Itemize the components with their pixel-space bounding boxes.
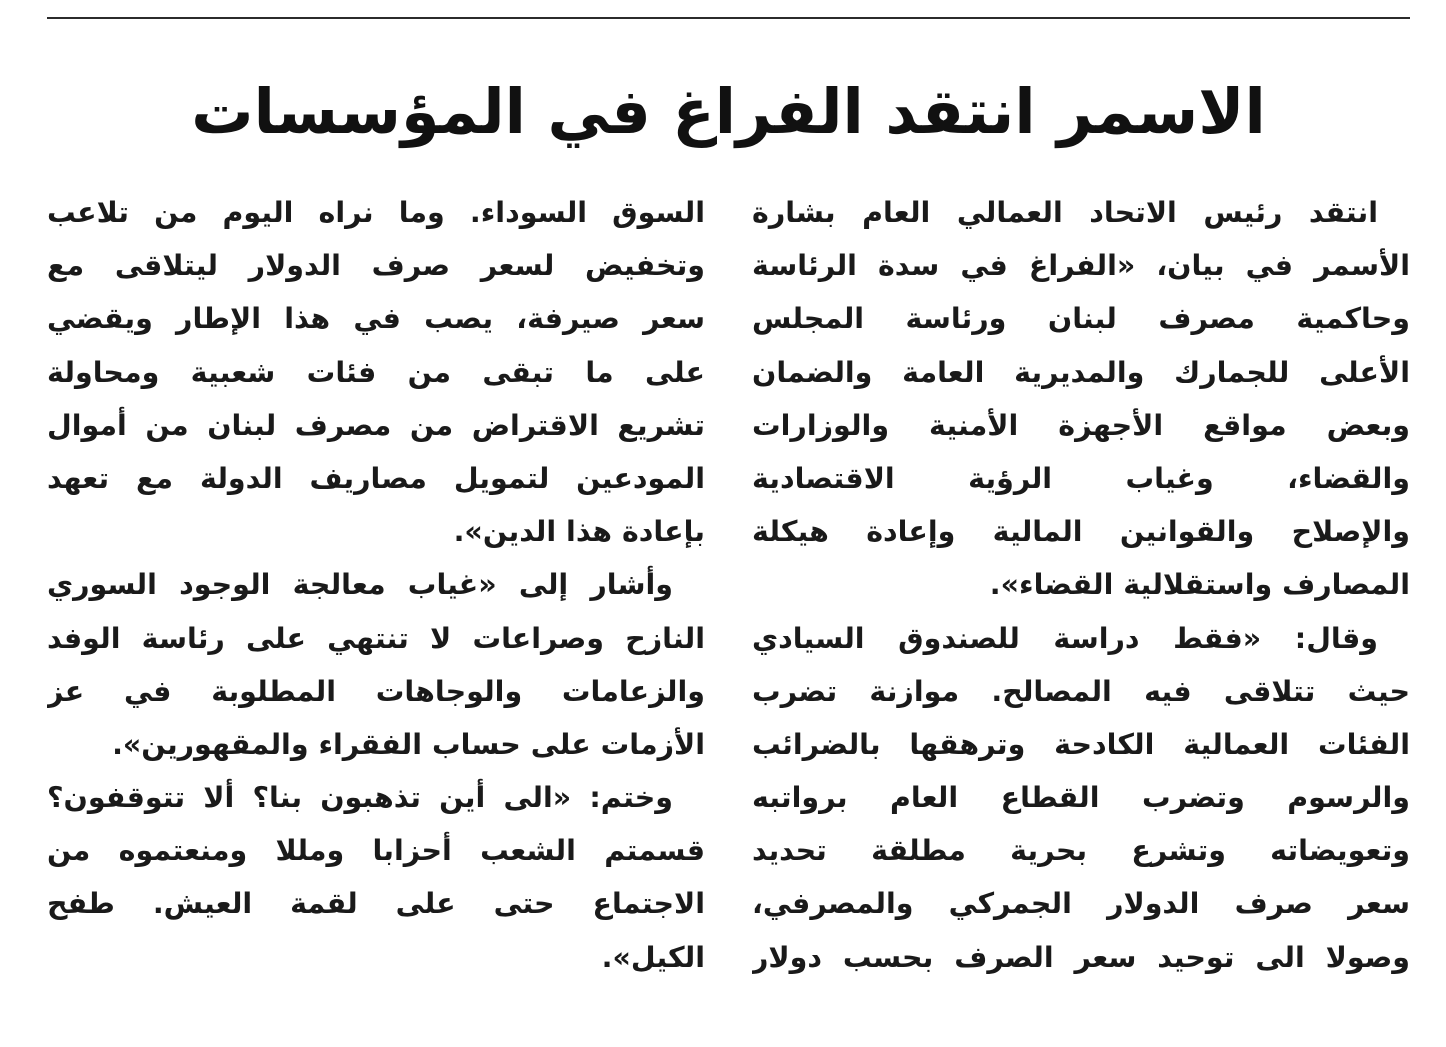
article-text-line: وتعويضاته وتشرع بحرية مطلقة تحديد <box>752 834 1410 868</box>
article-headline: الاسمر انتقد الفراغ في المؤسسات <box>191 75 1266 148</box>
article-text-line: وبعض مواقع الأجهزة الأمنية والوزارات <box>752 408 1410 442</box>
article-text-line: سعر صرف الدولار الجمركي والمصرفي، <box>752 887 1410 921</box>
article-text-line: السوق السوداء. وما نراه اليوم من تلاعب <box>47 196 705 229</box>
article-text-line: وصولا الى توحيد سعر الصرف بحسب دولار <box>752 940 1410 974</box>
article-text-line: وحاكمية مصرف لبنان ورئاسة المجلس <box>752 302 1410 336</box>
article-text-line: الفئات العمالية الكادحة وترهقها بالضرائب <box>752 727 1410 761</box>
article-text-line: الأزمات على حساب الفقراء والمقهورين». <box>112 727 705 761</box>
article-text-line: انتقد رئيس الاتحاد العمالي العام بشارة <box>752 196 1378 229</box>
article-text-line: الاجتماع حتى على لقمة العيش. طفح <box>47 887 705 921</box>
article-column-left <box>47 186 705 986</box>
article-text-line: قسمتم الشعب أحزابا ومللا ومنعتموه من <box>47 834 705 868</box>
article-text-line: الأعلى للجمارك والمديرية العامة والضمان <box>752 355 1410 389</box>
article-text-line: تشريع الاقتراض من مصرف لبنان من أموال <box>47 408 705 442</box>
article-text-line: الكيل». <box>601 940 705 974</box>
article-text-line: والإصلاح والقوانين المالية وإعادة هيكلة <box>752 515 1410 549</box>
article-column-right <box>752 186 1410 986</box>
article-text-line: والرسوم وتضرب القطاع العام برواتبه <box>752 781 1410 815</box>
article-text-line: وختم: «الى أين تذهبون بنا؟ ألا تتوقفون؟ <box>47 781 673 815</box>
article-text-line: حيث تتلاقى فيه المصالح. موازنة تضرب <box>752 674 1410 708</box>
article-text-line: سعر صيرفة، يصب في هذا الإطار ويقضي <box>47 302 705 336</box>
article-text-line: والزعامات والوجاهات المطلوبة في عز <box>47 674 705 708</box>
article-text-line: الأسمر في بيان، «الفراغ في سدة الرئاسة <box>752 249 1410 283</box>
article-text-line: على ما تبقى من فئات شعبية ومحاولة <box>47 355 705 389</box>
article-text-line: النازح وصراعات لا تنتهي على رئاسة الوفد <box>47 621 705 655</box>
article-text-line: بإعادة هذا الدين». <box>453 515 705 549</box>
top-divider-rule <box>47 17 1410 19</box>
article-text-line: والقضاء، وغياب الرؤية الاقتصادية <box>752 461 1410 495</box>
article-text-line: وقال: «فقط دراسة للصندوق السيادي <box>752 621 1378 655</box>
article-text-line: المصارف واستقلالية القضاء». <box>989 568 1410 602</box>
article-text-line: وأشار إلى «غياب معالجة الوجود السوري <box>47 568 673 602</box>
article-text-line: المودعين لتمويل مصاريف الدولة مع تعهد <box>47 461 705 495</box>
article-text-line: وتخفيض لسعر صرف الدولار ليتلاقى مع <box>47 249 705 283</box>
